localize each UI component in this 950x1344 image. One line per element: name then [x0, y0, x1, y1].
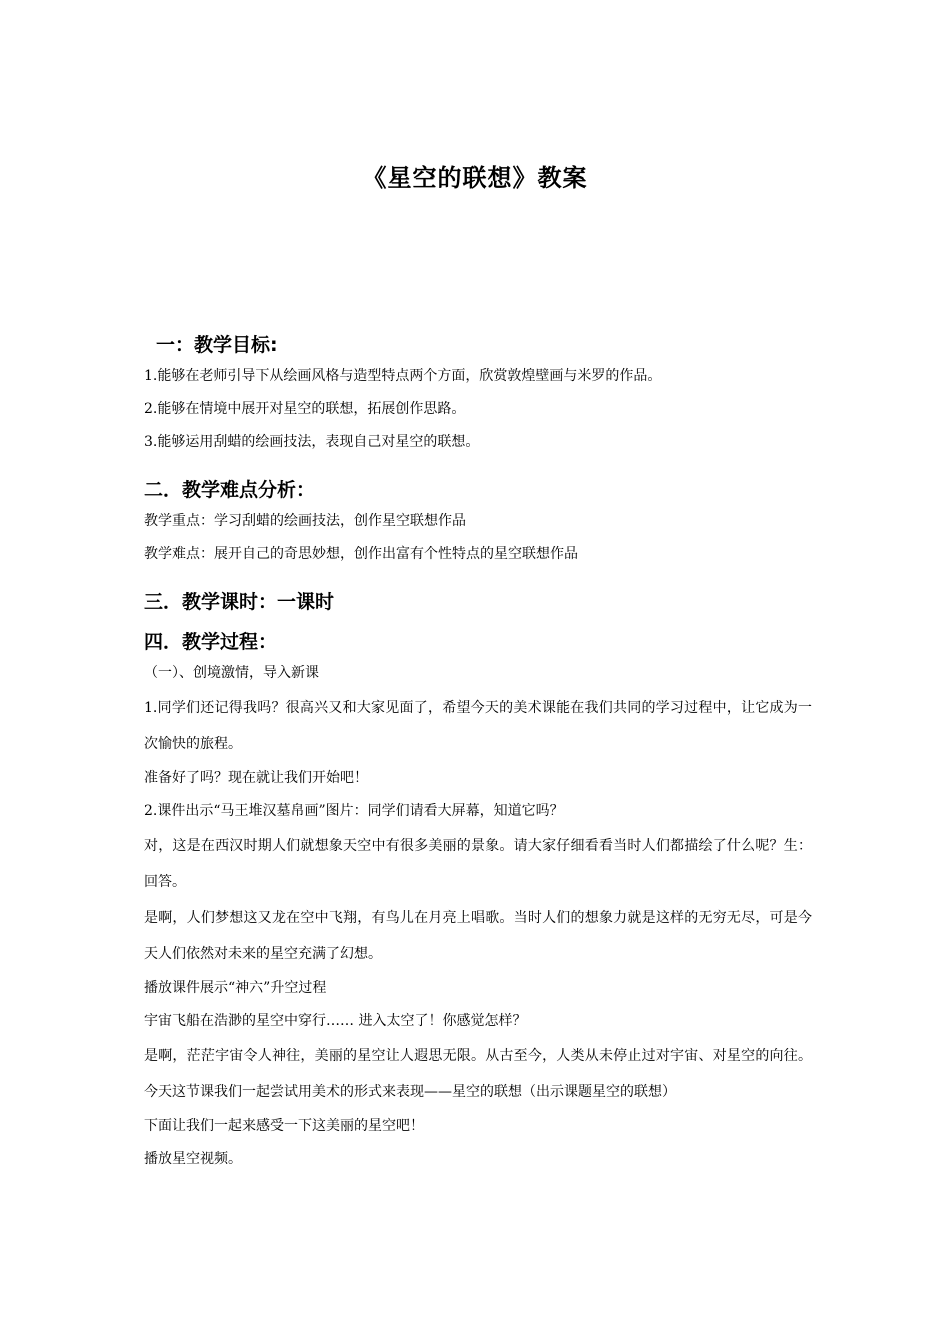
process-paragraph: 准备好了吗？现在就让我们开始吧！	[144, 770, 368, 786]
document-body	[144, 330, 812, 1176]
goal-item: 3.能够运用刮蜡的绘画技法，表现自己对星空的联想。	[144, 434, 480, 450]
process-paragraph: 是啊，人们梦想这又龙在空中飞翔，有鸟儿在月亮上唱歌。当时人们的想象力就是这样的无穷无尽，可是今天人们依然对未来的星空充满了幻想。	[144, 910, 812, 962]
process-paragraph: 播放星空视频。	[144, 1151, 242, 1167]
goal-item: 1.能够在老师引导下从绘画风格与造型特点两个方面，欣赏敦煌壁画与米罗的作品。	[144, 368, 662, 384]
process-paragraph: （一）、创境激情，导入新课	[144, 665, 319, 681]
process-paragraph: 下面让我们一起来感受一下这美丽的星空吧！	[144, 1118, 424, 1134]
process-paragraph: 播放课件展示“神六”升空过程	[144, 980, 327, 996]
goal-item: 2.能够在情境中展开对星空的联想，拓展创作思路。	[144, 401, 466, 417]
process-paragraph: 是啊，茫茫宇宙令人神往，美丽的星空让人遐思无限。从古至今，人类从未停止过对宇宙、对星空的向往。今天这节课我们一起尝试用美术的形式来表现——星空的联想（出示课题星空的联想）	[144, 1048, 812, 1100]
difficulty-item: 教学重点：学习刮蜡的绘画技法，创作星空联想作品	[144, 513, 466, 529]
section-heading-process: 四．教学过程：	[144, 631, 278, 653]
section-heading-goals: 一：教学目标:	[156, 334, 278, 356]
process-paragraph: 宇宙飞船在浩渺的星空中穿行…… 进入太空了！你感觉怎样？	[144, 1013, 527, 1029]
section-heading-hours: 三．教学课时：一课时	[144, 591, 335, 613]
document-title: 《星空的联想》教案	[362, 164, 588, 192]
section-heading-difficulty: 二．教学难点分析：	[144, 479, 316, 501]
process-paragraph: 1.同学们还记得我吗？很高兴又和大家见面了，希望今天的美术课能在我们共同的学习过程中，让它成为一次愉快的旅程。	[144, 700, 812, 752]
difficulty-item: 教学难点：展开自己的奇思妙想，创作出富有个性特点的星空联想作品	[144, 546, 578, 562]
process-paragraph: 2.课件出示“马王堆汉墓帛画”图片：同学们请看大屏幕，知道它吗？	[144, 803, 564, 819]
process-paragraph: 对，这是在西汉时期人们就想象天空中有很多美丽的景象。请大家仔细看看当时人们都描绘了什么呢？生：回答。	[144, 838, 812, 890]
